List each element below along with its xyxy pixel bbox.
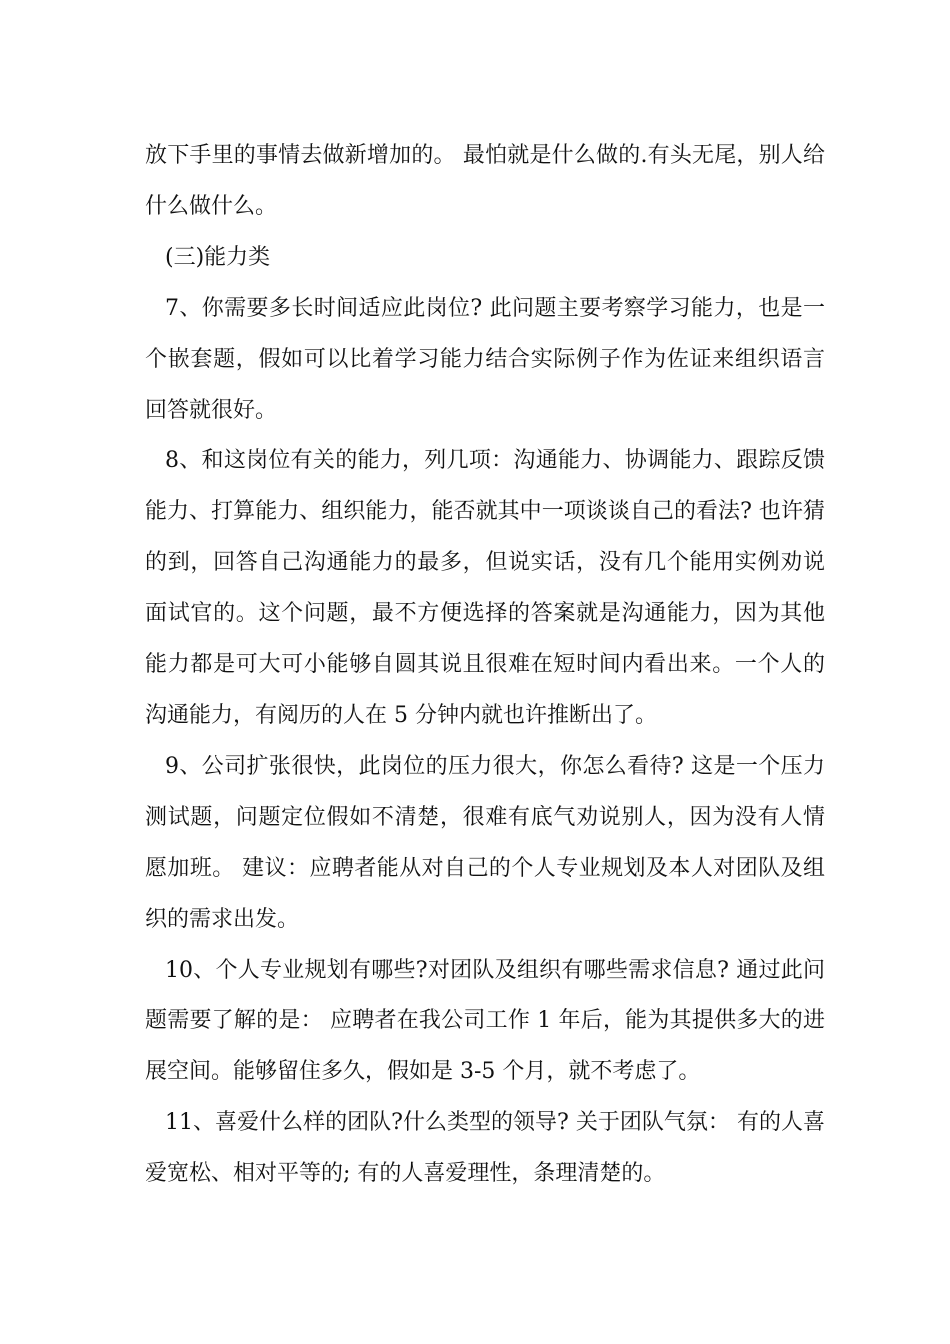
question-7: 7、你需要多长时间适应此岗位? 此问题主要考察学习能力，也是一个嵌套题，假如可以比着学习能力结合实际例子作为佐证来组织语言回答就很好。	[145, 295, 825, 423]
paragraph-continuation: 放下手里的事情去做新增加的。 最怕就是什么做的.有头无尾，别人给什么做什么。	[145, 143, 825, 219]
section-heading-ability: (三)能力类	[165, 244, 271, 270]
question-11: 11、喜爱什么样的团队?什么类型的领导? 关于团队气氛： 有的人喜爱宽松、相对平等的; 有的人喜爱理性，条理清楚的。	[145, 1110, 825, 1187]
question-10: 10、个人专业规划有哪些?对团队及组织有哪些需求信息? 通过此问题需要了解的是： 应聘者在我公司工作 1 年后，能为其提供多大的进展空间。能够留住多久，假如是 3-5 个月，就不考虑了。	[145, 957, 825, 1085]
question-9: 9、公司扩张很快，此岗位的压力很大，你怎么看待? 这是一个压力测试题，问题定位假如不清楚，很难有底气劝说别人，因为没有人情愿加班。 建议：应聘者能从对自己的个人专业规划及本人对团队及组织的需求出发。	[145, 753, 825, 932]
question-8: 8、和这岗位有关的能力，列几项：沟通能力、协调能力、跟踪反馈能力、打算能力、组织能力，能否就其中一项谈谈自己的看法? 也许猜的到，回答自己沟通能力的最多，但说实话，没有几个能用实例劝说面试官的。这个问题，最不方便选择的答案就是沟通能力，因为其他能力都是可大可小能够自圆其说且很难在短时间内看出来。一个人的沟通能力，有阅历的人在 5 分钟内就也许推断出了。	[145, 448, 825, 728]
document-body	[145, 131, 825, 1200]
